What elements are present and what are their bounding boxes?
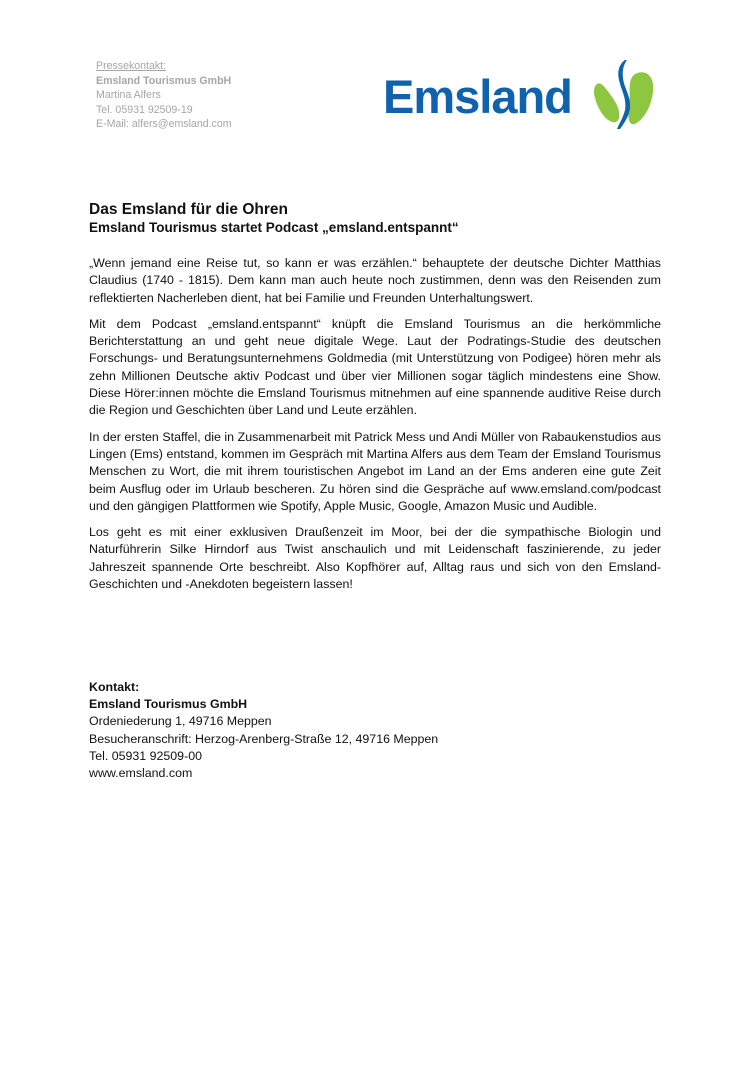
contact-phone: Tel. 05931 92509-00 xyxy=(89,748,202,763)
article-body xyxy=(89,255,661,602)
contact-block xyxy=(89,679,438,782)
paragraph: Los geht es mit einer exklusiven Draußenzeit im Moor, bei der die sympathische Biologin und Naturführerin Silke Hirndorf aus Twist anschaulich und mit Leidenschaft faszinierende, zu jeder Jahreszeit spannende Orte beschreibt. Also Kopfhörer auf, Alltag raus und sich von den Emsland-Geschichten und -Anekdoten begeistern lassen! xyxy=(89,525,661,592)
press-contact-phone: Tel. 05931 92509-19 xyxy=(96,103,193,116)
press-contact-person: Martina Alfers xyxy=(96,89,161,101)
press-contact-organization: Emsland Tourismus GmbH xyxy=(96,74,232,87)
paragraph: In der ersten Staffel, die in Zusammenarbeit mit Patrick Mess und Andi Müller von Rabaukenstudios aus Lingen (Ems) entstand, kommen im Gespräch mit Martina Alfers aus dem Team der Emsland Tourismus Menschen zu Wort, die mit ihrem touristischen Angebot im Land an der Ems anderen eine gute Zeit beim Ausflug oder im Urlaub bescheren. Zu hören sind die Gespräche auf www.emsland.com/podcast und den gängigen Plattformen wie Spotify, Apple Music, Google, Amazon Music und Audible. xyxy=(89,429,661,513)
article-title: Das Emsland für die Ohren xyxy=(89,201,288,218)
contact-label: Kontakt: xyxy=(89,680,140,694)
paragraph: „Wenn jemand eine Reise tut, so kann er was erzählen.“ behauptete der deutsche Dichter Matthias Claudius (1740 - 1815). Dem kann man auch heute noch zustimmen, denn was den Reisenden zum reflektierten Nacherleben dient, hat bei Familie und Freunden Unterhaltungswert. xyxy=(89,256,661,305)
contact-website: www.emsland.com xyxy=(89,766,193,781)
contact-address: Ordeniederung 1, 49716 Meppen xyxy=(89,714,272,729)
contact-visitor-address: Besucheranschrift: Herzog-Arenberg-Straße 12, 49716 Meppen xyxy=(89,731,439,746)
press-contact-label: Pressekontakt: xyxy=(96,60,167,72)
paragraph: Mit dem Podcast „emsland.entspannt“ knüpft die Emsland Tourismus an die herkömmliche Berichterstattung an und geht neue digitale Wege. Laut der Podratings-Studie des deutschen Forschungs- und Beratungsunternehmens Goldmedia (mit Unterstützung von Podigee) hören mehr als zehn Millionen Deutsche aktiv Podcast und über vier Millionen sogar täglich mindestens eine Show. Diese Hörer:innen möchte die Emsland Tourismus mitnehmen auf eine spannende auditive Reise durch die Region und Geschichten über Land und Leute erzählen. xyxy=(89,316,661,418)
emsland-leaf-logo-icon xyxy=(591,58,657,130)
emsland-logo xyxy=(383,58,663,130)
press-contact-block xyxy=(96,59,232,132)
press-contact-email: E-Mail: alfers@emsland.com xyxy=(96,118,232,130)
contact-organization: Emsland Tourismus GmbH xyxy=(89,697,248,712)
logo-wordmark: Emsland xyxy=(383,70,572,123)
article-subtitle: Emsland Tourismus startet Podcast „emsland.entspannt“ xyxy=(89,220,459,235)
